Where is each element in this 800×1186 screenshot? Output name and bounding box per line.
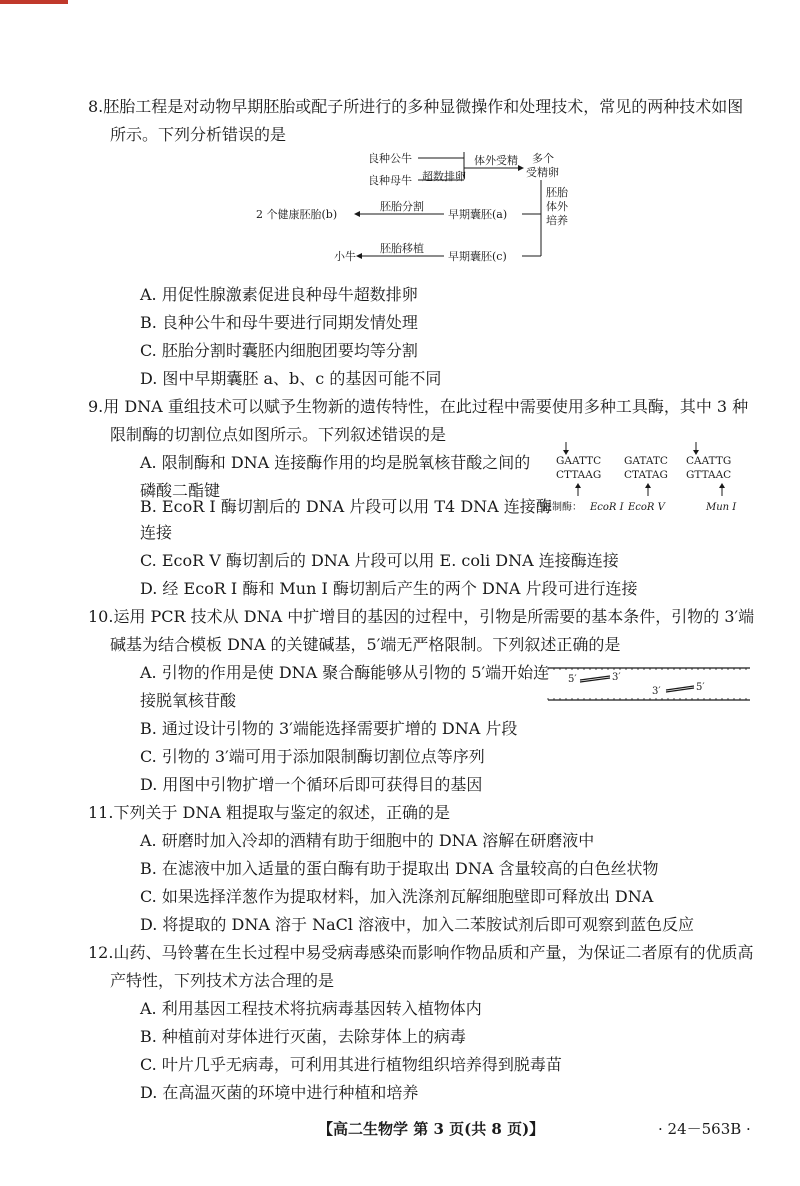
q10-option-d: D. 用图中引物扩增一个循环后即可获得目的基因	[140, 775, 483, 794]
q11-option-b: B. 在滤液中加入适量的蛋白酶有助于提取出 DNA 含量较高的白色丝状物	[140, 859, 659, 878]
q8-option-b: B. 良种公牛和母牛要进行同期发情处理	[140, 313, 418, 332]
q10-primer1-3prime: 3′	[612, 672, 621, 683]
q9-enzyme2-label: EcoR Ⅴ	[628, 502, 665, 513]
q9-enzyme1-label: EcoR Ⅰ	[590, 502, 624, 513]
q9-option-b-line-1: B. EcoR Ⅰ 酶切割后的 DNA 片段可以用 T4 DNA 连接酶	[140, 497, 552, 516]
q8-blastocyst-a-label: 早期囊胚(a)	[448, 208, 508, 221]
q10-primer2-5prime: 5′	[696, 682, 705, 693]
q8-calf-label: 小牛	[334, 250, 356, 263]
q9-site1-bottom: CTTAAG	[556, 469, 602, 481]
q12-option-c: C. 叶片几乎无病毒，可利用其进行植物组织培养得到脱毒苗	[140, 1055, 562, 1074]
page-footer-code: · 24－563B ·	[658, 1120, 751, 1138]
q9-option-d: D. 经 EcoR Ⅰ 酶和 Mun Ⅰ 酶切割后产生的两个 DNA 片段可进行连接	[140, 579, 638, 598]
q10-option-c: C. 引物的 3′端可用于添加限制酶切割位点等序列	[140, 747, 485, 766]
q11-option-c: C. 如果选择洋葱作为提取材料，加入洗涤剂瓦解细胞壁即可释放出 DNA	[140, 887, 654, 906]
q9-enzyme3-label: Mun Ⅰ	[706, 502, 737, 513]
q8-cow-label: 良种母牛	[368, 174, 412, 187]
q10-primer1-5prime: 5′	[568, 674, 577, 685]
q8-superovulation-label: 超数排卵	[422, 170, 466, 183]
q11-option-a: A. 研磨时加入冷却的酒精有助于细胞中的 DNA 溶解在研磨液中	[140, 831, 595, 850]
q8-zygotes-label-2: 受精卵	[526, 166, 559, 179]
q12-option-d: D. 在高温灭菌的环境中进行种植和培养	[140, 1083, 419, 1102]
page-footer-title: 【高二生物学 第 3 页(共 8 页)】	[318, 1120, 545, 1138]
q12-stem-line-2: 产特性，下列技术方法合理的是	[110, 971, 335, 990]
q8-culture-label-2: 体外	[546, 200, 568, 213]
q9-option-b-line-2: 连接	[140, 523, 173, 542]
q9-site3-bottom: GTTAAC	[686, 469, 732, 481]
q8-option-d: D. 图中早期囊胚 a、b、c 的基因可能不同	[140, 369, 442, 388]
q8-splitting-label: 胚胎分割	[380, 200, 424, 213]
q8-option-c: C. 胚胎分割时囊胚内细胞团要均等分割	[140, 341, 418, 360]
q9-stem-line-2: 限制酶的切割位点如图所示。下列叙述错误的是	[110, 425, 447, 444]
q8-culture-label-3: 培养	[546, 214, 568, 227]
q10-pcr-primer-diagram	[548, 664, 750, 706]
q9-option-a-line-2: 磷酸二酯键	[140, 481, 221, 500]
q8-stem-line-1: 8.胚胎工程是对动物早期胚胎或配子所进行的多种显微操作和处理技术，常见的两种技术如图	[88, 97, 744, 116]
q9-enzyme-label-prefix: 限制酶：	[542, 502, 582, 513]
q11-stem: 11.下列关于 DNA 粗提取与鉴定的叙述，正确的是	[88, 803, 451, 822]
q8-embryo-engineering-diagram	[250, 150, 570, 272]
q9-site2-bottom: CTATAG	[624, 469, 668, 481]
q12-option-a: A. 利用基因工程技术将抗病毒基因转入植物体内	[140, 999, 482, 1018]
q10-template-ticks	[548, 668, 746, 700]
q8-embryos-b-label: 2 个健康胚胎(b)	[256, 208, 338, 221]
q8-option-a: A. 用促性腺激素促进良种母牛超数排卵	[140, 285, 418, 304]
q8-bull-label: 良种公牛	[368, 152, 412, 165]
q9-site1-top: GAATTC	[556, 455, 602, 467]
q9-site2-top: GATATC	[624, 455, 668, 467]
q10-primer2-3prime: 3′	[652, 686, 661, 697]
q12-stem-line-1: 12.山药、马铃薯在生长过程中易受病毒感染而影响作物品质和产量，为保证二者原有的优质高	[88, 943, 754, 962]
q9-option-a-line-1: A. 限制酶和 DNA 连接酶作用的均是脱氧核苷酸之间的	[140, 453, 531, 472]
q11-option-d: D. 将提取的 DNA 溶于 NaCl 溶液中，加入二苯胺试剂后即可观察到蓝色反应	[140, 915, 695, 934]
q12-option-b: B. 种植前对芽体进行灭菌，去除芽体上的病毒	[140, 1027, 466, 1046]
q8-blastocyst-c-label: 早期囊胚(c)	[448, 250, 507, 263]
q10-stem-line-1: 10.运用 PCR 技术从 DNA 中扩增目的基因的过程中，引物是所需要的基本条件，引物的 3′端	[88, 607, 755, 626]
q9-site3-top: CAATTG	[686, 455, 732, 467]
top-edge-mark	[0, 0, 68, 4]
q8-ivf-label: 体外受精	[474, 154, 518, 167]
q8-zygotes-label-1: 多个	[532, 152, 554, 165]
q10-stem-line-2: 碱基为结合模板 DNA 的关键碱基，5′端无严格限制。下列叙述正确的是	[110, 635, 621, 654]
q8-stem-line-2: 所示。下列分析错误的是	[110, 125, 287, 144]
q10-option-b: B. 通过设计引物的 3′端能选择需要扩增的 DNA 片段	[140, 719, 518, 738]
q9-option-c: C. EcoR Ⅴ 酶切割后的 DNA 片段可以用 E. coli DNA 连接酶连接	[140, 551, 619, 570]
q10-option-a-line-1: A. 引物的作用是使 DNA 聚合酶能够从引物的 5′端开始连	[140, 663, 550, 682]
q10-option-a-line-2: 接脱氧核苷酸	[140, 691, 237, 710]
q8-culture-label-1: 胚胎	[546, 186, 568, 199]
q9-stem-line-1: 9.用 DNA 重组技术可以赋予生物新的遗传特性，在此过程中需要使用多种工具酶，其中 3 种	[88, 397, 749, 416]
q8-transfer-label: 胚胎移植	[380, 242, 424, 255]
q9-restriction-sites-diagram	[542, 440, 746, 520]
